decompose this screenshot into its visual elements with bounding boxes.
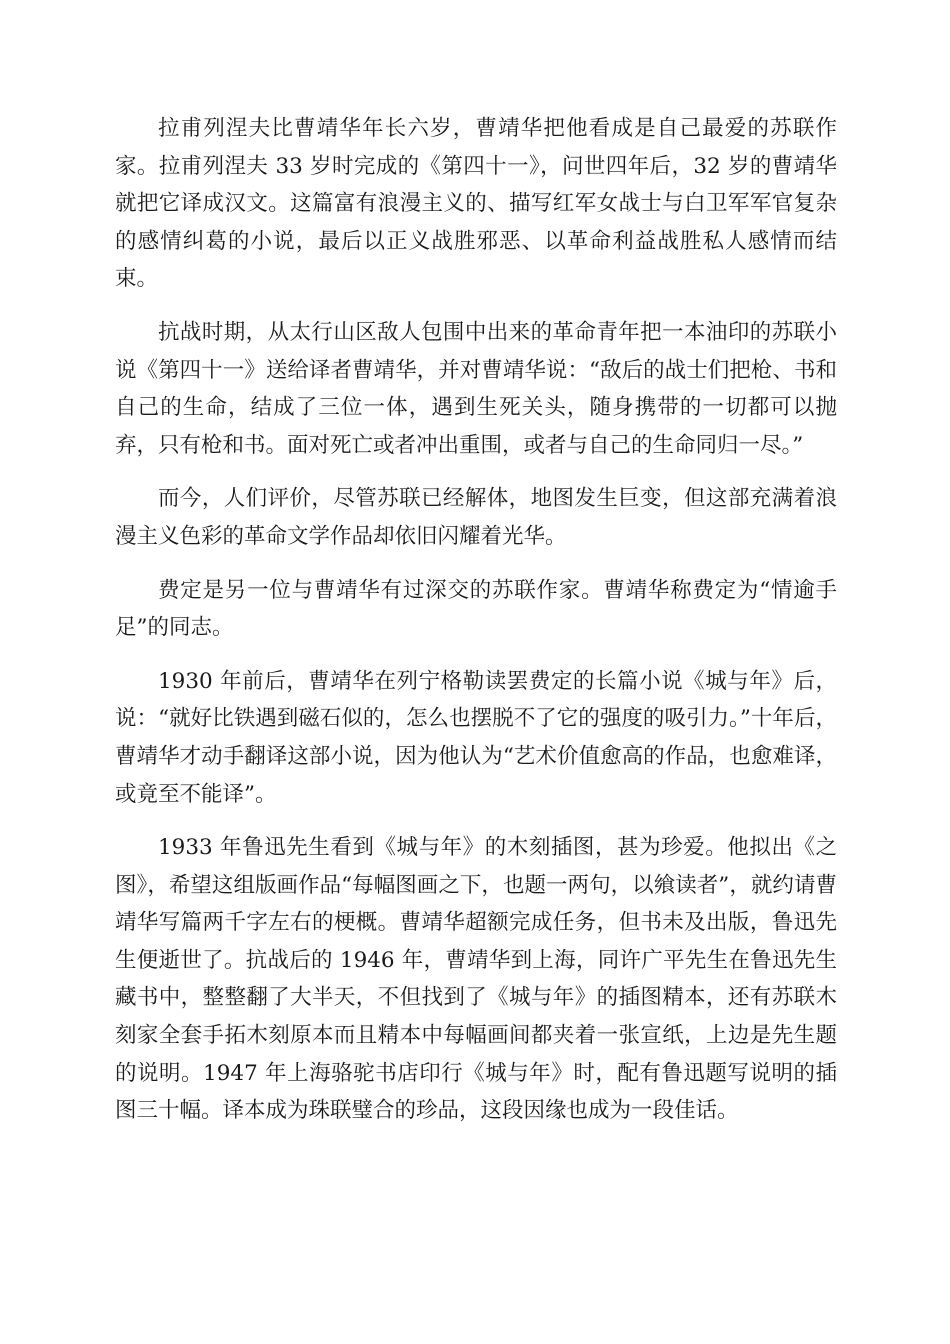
paragraph-5: 1930 年前后，曹靖华在列宁格勒读罢费定的长篇小说《城与年》后，说：“就好比铁遇到磁石似的，怎么也摆脱不了它的强度的吸引力。”十年后，曹靖华才动手翻译这部小说，因为他认为“艺术价值愈高的作品，也愈难译，或竟至不能译”。 <box>115 668 837 807</box>
paragraph-2: 抗战时期，从太行山区敌人包围中出来的革命青年把一本油印的苏联小说《第四十一》送给译者曹靖华，并对曹靖华说：“敌后的战士们把枪、书和自己的生命，结成了三位一体，遇到生死关头，随身携带的一切都可以抛弃，只有枪和书。面对死亡或者冲出重围，或者与自己的生命同归一尽。” <box>115 319 837 458</box>
paragraph-3: 而今，人们评价，尽管苏联已经解体，地图发生巨变，但这部充满着浪漫主义色彩的革命文学作品却依旧闪耀着光华。 <box>115 486 837 549</box>
paragraph-1: 拉甫列涅夫比曹靖华年长六岁，曹靖华把他看成是自己最爱的苏联作家。拉甫列涅夫 33 岁时完成的《第四十一》，问世四年后，32 岁的曹靖华就把它译成汉文。这篇富有浪漫主义的、描写红军女战士与白卫军军官复杂的感情纠葛的小说，最后以正义战胜邪恶、以革命利益战胜私人感情而结束。 <box>115 116 837 292</box>
article-body <box>115 110 837 1146</box>
paragraph-4: 费定是另一位与曹靖华有过深交的苏联作家。曹靖华称费定为“情逾手足”的同志。 <box>115 577 837 641</box>
paragraph-6: 1933 年鲁迅先生看到《城与年》的木刻插图，甚为珍爱。他拟出《之图》，希望这组版画作品“每幅图画之下，也题一两句，以飨读者”，就约请曹靖华写篇两千字左右的梗概。曹靖华超额完成任务，但书未及出版，鲁迅先生便逝世了。抗战后的 1946 年，曹靖华到上海，同许广平先生在鲁迅先生藏书中，整整翻了大半天，不但找到了《城与年》的插图精本，还有苏联木刻家全套手拓木刻原本而且精本中每幅画间都夹着一张宣纸，上边是先生题的说明。1947 年上海骆驼书店印行《城与年》时，配有鲁迅题写说明的插图三十幅。译本成为珠联璧合的珍品，这段因缘也成为一段佳话。 <box>115 835 837 1124</box>
